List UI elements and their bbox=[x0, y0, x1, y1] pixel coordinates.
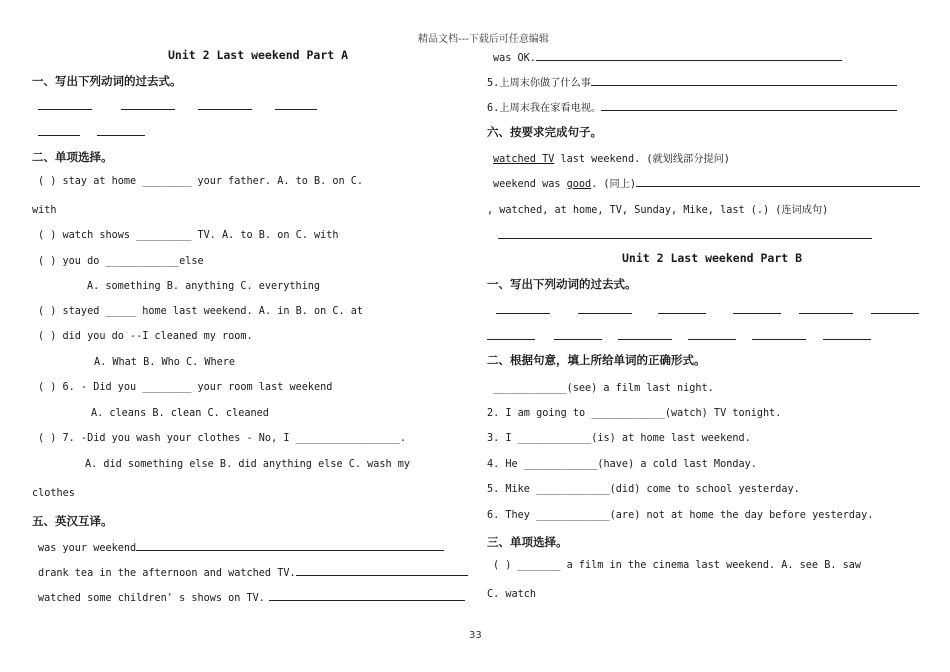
right-section-1-title: 一、写出下列动词的过去式。 bbox=[487, 277, 637, 291]
question-1-cont: with bbox=[32, 205, 57, 216]
rewrite-1-text: last weekend. (就划线部分提问) bbox=[554, 154, 730, 165]
fill-4: 4. He ____________(have) a cold last Monday. bbox=[487, 459, 757, 470]
question-3: ( ) you do ____________else bbox=[38, 256, 204, 267]
answer-blank[interactable] bbox=[871, 302, 919, 314]
left-section-2-title: 二、单项选择。 bbox=[32, 150, 113, 164]
rewrite-1 bbox=[493, 150, 730, 165]
rewrite-2 bbox=[493, 175, 920, 190]
answer-blank[interactable] bbox=[799, 302, 853, 314]
translate-1-text: was your weekend bbox=[38, 543, 137, 554]
translate-5 bbox=[487, 74, 897, 89]
fill-6: 6. They ____________(are) not at home the day before yesterday. bbox=[487, 510, 874, 521]
answer-blank[interactable] bbox=[733, 302, 781, 314]
answer-blank[interactable] bbox=[658, 302, 706, 314]
fill-3: 3. I ____________(is) at home last weekend. bbox=[487, 433, 751, 444]
answer-blank[interactable] bbox=[38, 98, 92, 110]
translate-2 bbox=[38, 564, 468, 579]
answer-line[interactable] bbox=[136, 539, 444, 551]
translate-6-text: 6.上周末我在家看电视。 bbox=[487, 103, 602, 114]
answer-blank[interactable] bbox=[823, 328, 871, 340]
answer-blank[interactable] bbox=[121, 98, 175, 110]
question-7-options-cont: clothes bbox=[32, 488, 75, 499]
answer-blank[interactable] bbox=[554, 328, 602, 340]
choice-1-cont: C. watch bbox=[487, 589, 537, 600]
answer-blank[interactable] bbox=[578, 302, 632, 314]
question-7: ( ) 7. -Did you wash your clothes - No, I _________________. bbox=[38, 433, 407, 444]
answer-blank[interactable] bbox=[487, 328, 535, 340]
translate-5-text: 5.上周末你做了什么事 bbox=[487, 78, 591, 89]
question-5: ( ) did you do --I cleaned my room. bbox=[38, 331, 253, 342]
right-section-2-title: 二、根据句意，填上所给单词的正确形式。 bbox=[487, 353, 706, 367]
answer-line[interactable] bbox=[601, 99, 897, 111]
answer-line[interactable] bbox=[591, 74, 897, 86]
rewrite-2-text: weekend was bbox=[493, 179, 567, 190]
answer-blank[interactable] bbox=[496, 302, 550, 314]
answer-blank[interactable] bbox=[97, 124, 145, 136]
left-section-1-title: 一、写出下列动词的过去式。 bbox=[32, 74, 182, 88]
right-section-3-title: 三、单项选择。 bbox=[487, 535, 568, 549]
question-7-options: A. did something else B. did anything else C. wash my bbox=[85, 459, 411, 470]
translate-3 bbox=[38, 589, 465, 604]
right-title: Unit 2 Last weekend Part B bbox=[622, 251, 803, 265]
underlined-phrase: watched TV bbox=[493, 154, 555, 165]
translate-1 bbox=[38, 539, 444, 554]
answer-blank[interactable] bbox=[618, 328, 672, 340]
answer-blank[interactable] bbox=[198, 98, 252, 110]
translate-6 bbox=[487, 99, 897, 114]
choice-1: ( ) _______ a film in the cinema last weekend. A. see B. saw bbox=[493, 560, 862, 571]
answer-blank[interactable] bbox=[38, 124, 80, 136]
fill-2: 2. I am going to ____________(watch) TV tonight. bbox=[487, 408, 782, 419]
fill-5: 5. Mike ____________(did) come to school yesterday. bbox=[487, 484, 800, 495]
rewrite-3: , watched, at home, TV, Sunday, Mike, last (.) (连词成句) bbox=[487, 205, 829, 216]
left-section-5-title: 五、英汉互译。 bbox=[32, 514, 113, 528]
translate-continued-text: was OK. bbox=[493, 53, 536, 64]
translate-3-text: watched some children' s shows on TV. bbox=[38, 593, 265, 604]
answer-blank[interactable] bbox=[752, 328, 806, 340]
rewrite-2-suffix: . (同上) bbox=[591, 179, 637, 190]
question-5-options: A. What B. Who C. Where bbox=[94, 357, 236, 368]
question-2: ( ) watch shows _________ TV. A. to B. on C. with bbox=[38, 230, 339, 241]
question-1: ( ) stay at home ________ your father. A. to B. on C. bbox=[38, 176, 364, 187]
question-3-options: A. something B. anything C. everything bbox=[87, 281, 321, 292]
right-section-6-title: 六、按要求完成句子。 bbox=[487, 125, 602, 139]
underlined-word: good bbox=[566, 179, 592, 190]
answer-blank[interactable] bbox=[688, 328, 736, 340]
answer-blank[interactable] bbox=[275, 98, 317, 110]
fill-1: ____________(see) a film last night. bbox=[493, 383, 714, 394]
answer-line[interactable] bbox=[636, 175, 920, 187]
answer-line[interactable] bbox=[296, 564, 468, 576]
answer-line[interactable] bbox=[536, 49, 842, 61]
page-number: 33 bbox=[469, 630, 482, 641]
left-title: Unit 2 Last weekend Part A bbox=[168, 48, 349, 62]
page-header: 精品文档---下载后可任意编辑 bbox=[418, 34, 549, 45]
answer-line[interactable] bbox=[498, 227, 872, 239]
translate-continued bbox=[493, 49, 842, 64]
translate-2-text: drank tea in the afternoon and watched TV. bbox=[38, 568, 296, 579]
question-6: ( ) 6. - Did you ________ your room last weekend bbox=[38, 382, 333, 393]
question-6-options: A. cleans B. clean C. cleaned bbox=[91, 408, 269, 419]
answer-line[interactable] bbox=[269, 589, 465, 601]
question-4: ( ) stayed _____ home last weekend. A. in B. on C. at bbox=[38, 306, 364, 317]
